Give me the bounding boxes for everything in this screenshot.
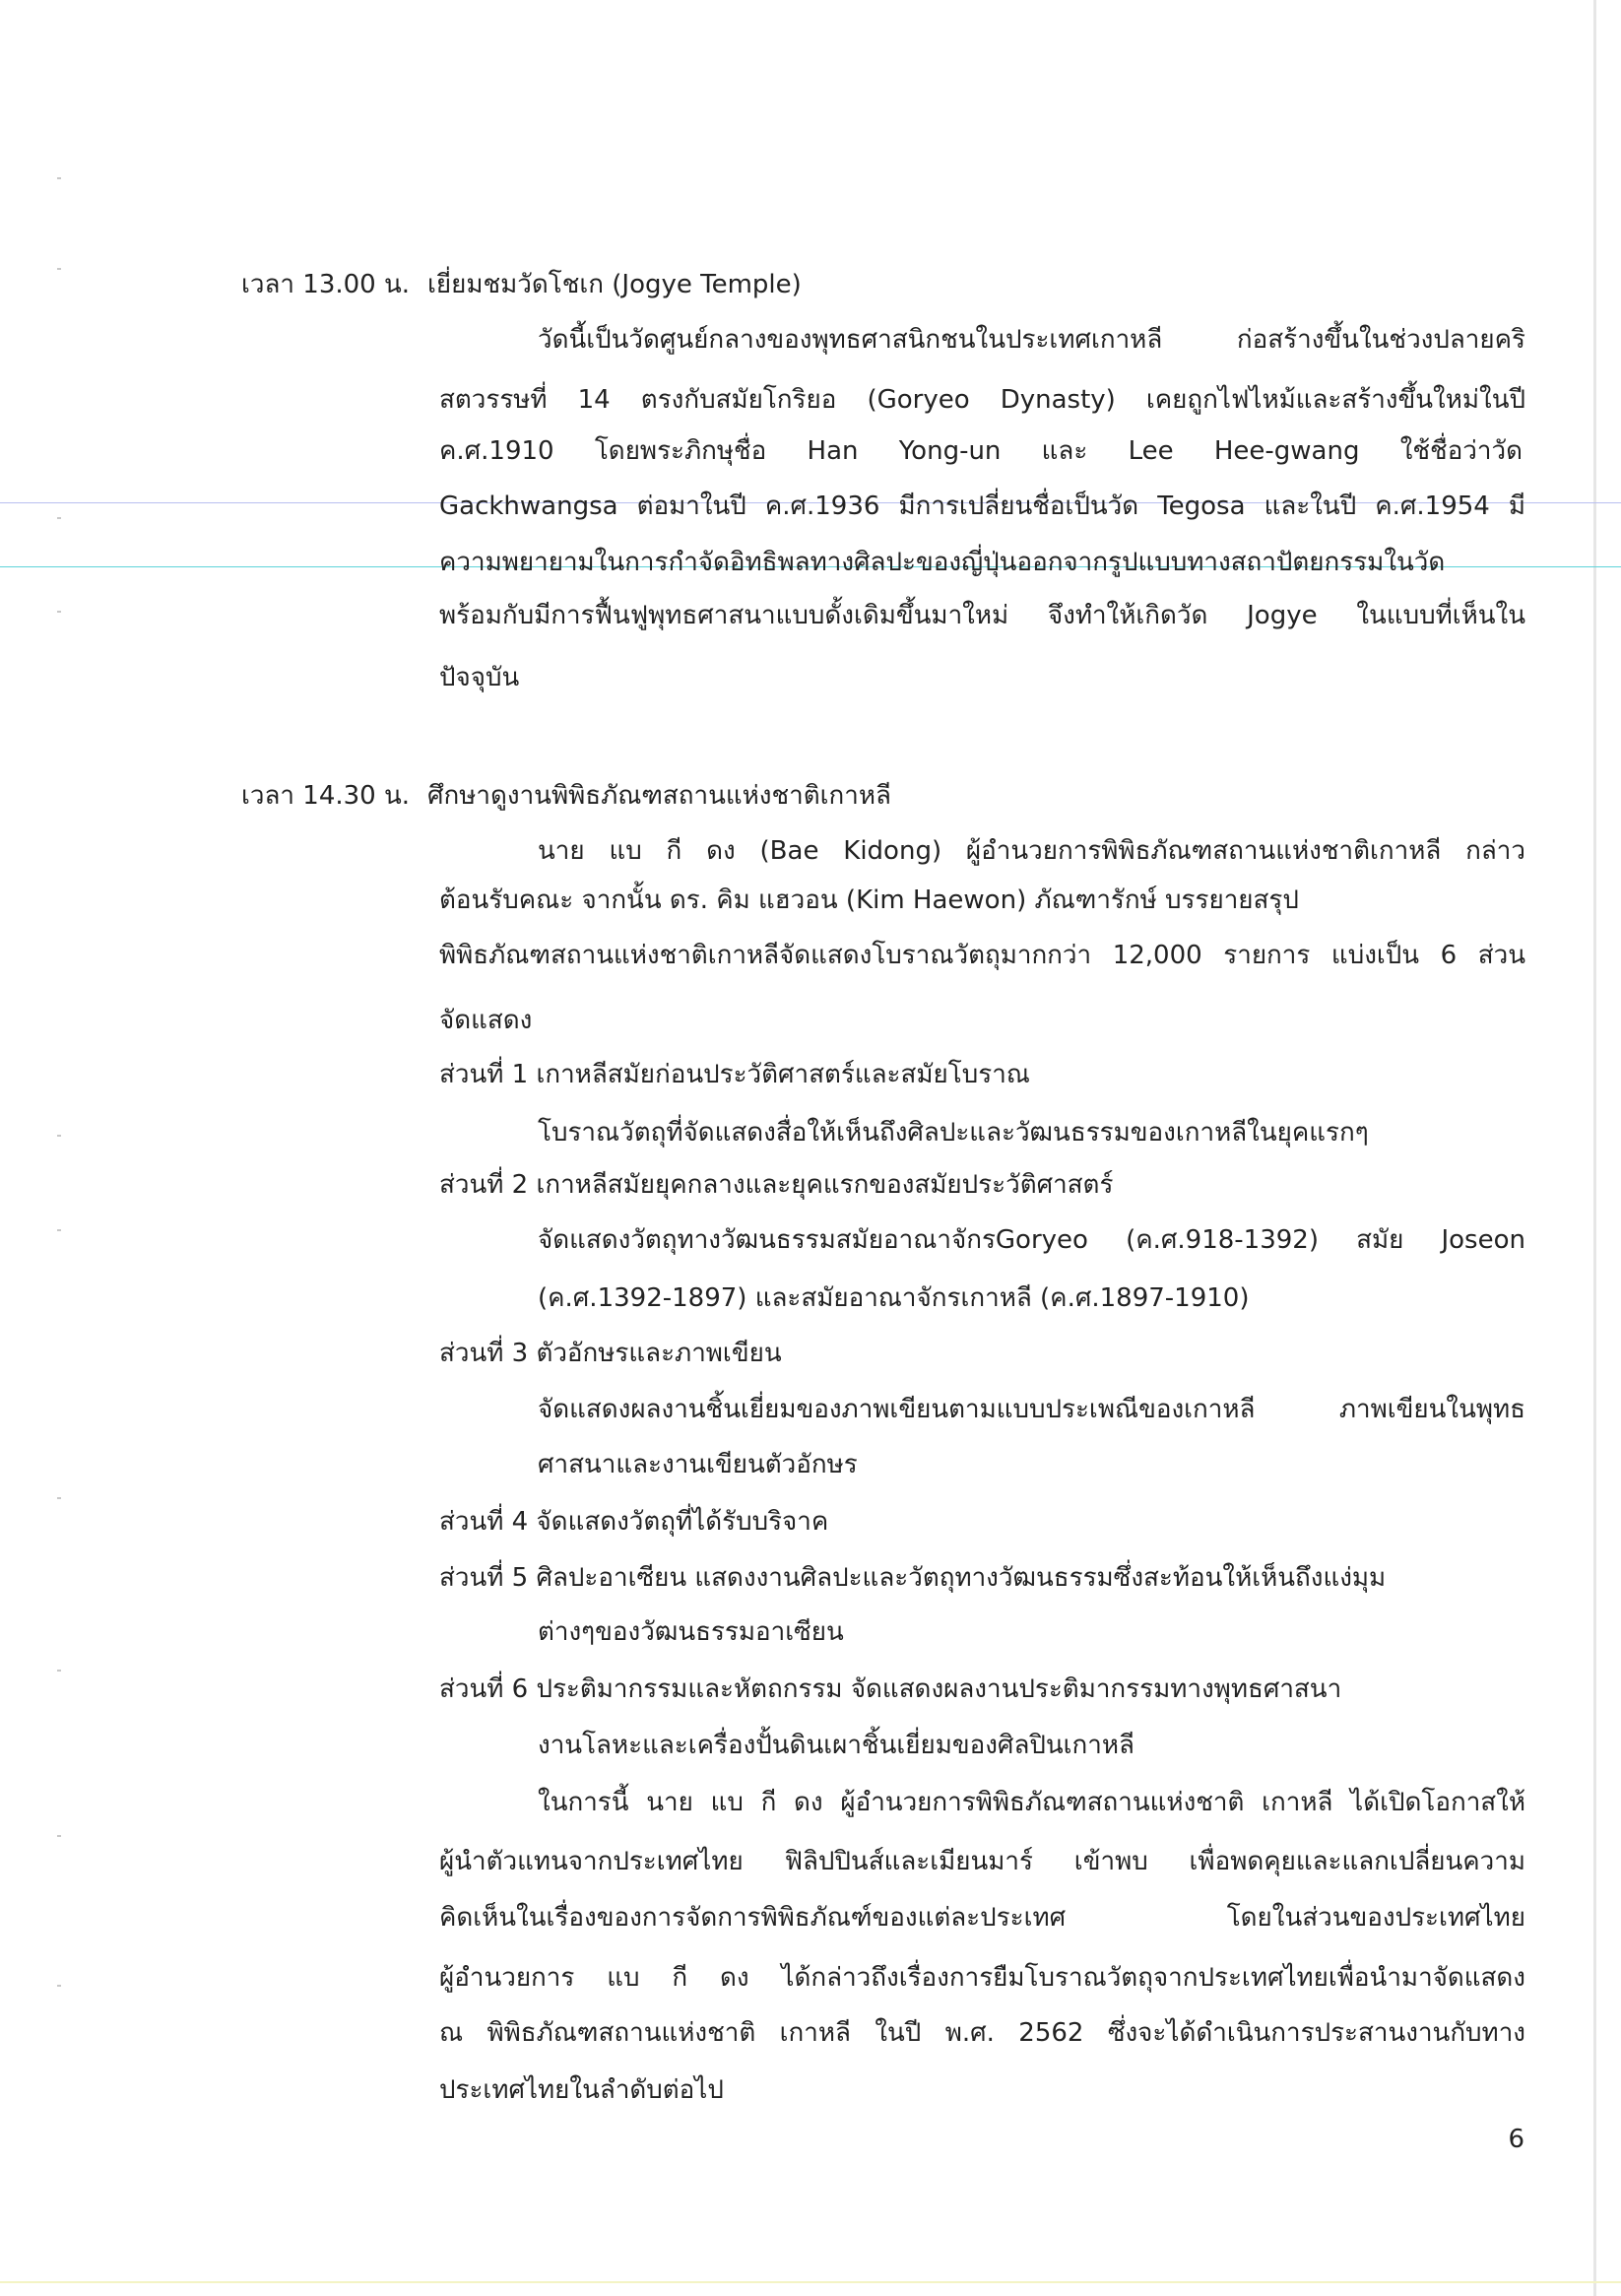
- paragraph-line: คิดเห็นในเรื่องของการจัดการพิพิธภัณฑ์ของแต่ละประเทศ โดยในส่วนของประเทศไทย: [439, 1903, 1525, 1933]
- part-description: ต่างๆของวัฒนธรรมอาเซียน: [538, 1617, 844, 1647]
- part-heading: ส่วนที่ 2 เกาหลีสมัยยุคกลางและยุคแรกของสมัยประวัติศาสตร์: [439, 1170, 1114, 1200]
- part-description: โบราณวัตถุที่จัดแสดงสื่อให้เห็นถึงศิลปะและวัฒนธรรมของเกาหลีในยุคแรกๆ: [538, 1118, 1369, 1148]
- paragraph-line: วัดนี้เป็นวัดศูนย์กลางของพุทธศาสนิกชนในประเทศเกาหลี ก่อสร้างขึ้นในช่วงปลายคริ: [538, 325, 1525, 355]
- scan-speck: [57, 1497, 61, 1499]
- scan-speck: [57, 517, 61, 519]
- paragraph-line: พร้อมกับมีการฟื้นฟูพุทธศาสนาแบบดั้งเดิมขึ้นมาใหม่ จึงทำให้เกิดวัด Jogye ในแบบที่เห็นใน: [439, 601, 1525, 630]
- paragraph-line: ต้อนรับคณะ จากนั้น ดร. คิม แฮวอน (Kim Haewon) ภัณฑารักษ์ บรรยายสรุป: [439, 886, 1299, 915]
- scan-speck: [57, 611, 61, 613]
- paragraph-line: Gackhwangsa ต่อมาในปี ค.ศ.1936 มีการเปลี่ยนชื่อเป็นวัด Tegosa และในปี ค.ศ.1954 มี: [439, 492, 1525, 521]
- part-description: จัดแสดงผลงานชิ้นเยี่ยมของภาพเขียนตามแบบประเพณีของเกาหลี ภาพเขียนในพุทธ: [538, 1395, 1525, 1424]
- scan-speck: [57, 1229, 61, 1231]
- paragraph-line: ค.ศ.1910 โดยพระภิกษุชื่อ Han Yong-un และ Lee Hee-gwang ใช้ชื่อว่าวัด: [439, 436, 1523, 466]
- page-number: 6: [1508, 2125, 1524, 2154]
- scan-speck: [57, 1985, 61, 1987]
- paragraph-line: ในการนี้ นาย แบ กี ดง ผู้อำนวยการพิพิธภัณฑสถานแห่งชาติ เกาหลี ได้เปิดโอกาสให้: [538, 1788, 1525, 1817]
- part-description: (ค.ศ.1392-1897) และสมัยอาณาจักรเกาหลี (ค.ศ.1897-1910): [538, 1283, 1250, 1313]
- part-heading: ส่วนที่ 6 ประติมากรรมและหัตถกรรม จัดแสดงผลงานประติมากรรมทางพุทธศาสนา: [439, 1674, 1342, 1704]
- paragraph-line: สตวรรษที่ 14 ตรงกับสมัยโกริยอ (Goryeo Dynasty) เคยถูกไฟไหม้และสร้างขึ้นใหม่ในปี: [439, 385, 1525, 415]
- part-description: ศาสนาและงานเขียนตัวอักษร: [538, 1450, 858, 1479]
- scan-speck: [57, 177, 61, 179]
- paragraph-line: ความพยายามในการกำจัดอิทธิพลทางศิลปะของญี่ปุ่นออกจากรูปแบบทางสถาปัตยกรรมในวัด: [439, 548, 1446, 577]
- part-description: งานโลหะและเครื่องปั้นดินเผาชิ้นเยี่ยมของศิลปินเกาหลี: [538, 1731, 1135, 1760]
- section-heading-title: ศึกษาดูงานพิพิธภัณฑสถานแห่งชาติเกาหลี: [427, 781, 891, 811]
- scan-speck: [57, 268, 61, 270]
- part-heading: ส่วนที่ 4 จัดแสดงวัตถุที่ได้รับบริจาค: [439, 1507, 829, 1537]
- paragraph-line: นาย แบ กี ดง (Bae Kidong) ผู้อำนวยการพิพิธภัณฑสถานแห่งชาติเกาหลี กล่าว: [538, 836, 1525, 866]
- paragraph-line: ประเทศไทยในลำดับต่อไป: [439, 2075, 724, 2105]
- section-heading-time: เวลา 13.00 น.: [241, 270, 411, 299]
- scan-artifact-line: [0, 2281, 1621, 2283]
- paragraph-line: ผู้นำตัวแทนจากประเทศไทย ฟิลิปปินส์และเมียนมาร์ เข้าพบ เพื่อพดคุยและแลกเปลี่ยนความ: [439, 1847, 1525, 1876]
- part-description: จัดแสดงวัตถุทางวัฒนธรรมสมัยอาณาจักรGoryeo (ค.ศ.918-1392) สมัย Joseon: [538, 1225, 1525, 1255]
- paragraph-line: ณ พิพิธภัณฑสถานแห่งชาติ เกาหลี ในปี พ.ศ. 2562 ซึ่งจะได้ดำเนินการประสานงานกับทาง: [439, 2018, 1525, 2048]
- section-heading-title: เยี่ยมชมวัดโชเก (Jogye Temple): [427, 270, 802, 299]
- part-heading: ส่วนที่ 5 ศิลปะอาเซียน แสดงงานศิลปะและวัตถุทางวัฒนธรรมซึ่งสะท้อนให้เห็นถึงแง่มุม: [439, 1563, 1387, 1593]
- page-edge: [1593, 0, 1596, 2296]
- paragraph-line: พิพิธภัณฑสถานแห่งชาติเกาหลีจัดแสดงโบราณวัตถุมากกว่า 12,000 รายการ แบ่งเป็น 6 ส่วน: [439, 941, 1525, 970]
- scan-speck: [57, 1835, 61, 1837]
- section-heading-time: เวลา 14.30 น.: [241, 781, 411, 811]
- part-heading: ส่วนที่ 1 เกาหลีสมัยก่อนประวัติศาสตร์และสมัยโบราณ: [439, 1060, 1030, 1089]
- paragraph-line: ปัจจุบัน: [439, 663, 520, 692]
- scan-speck: [57, 1670, 61, 1672]
- paragraph-line: ผู้อำนวยการ แบ กี ดง ได้กล่าวถึงเรื่องการยืมโบราณวัตถุจากประเทศไทยเพื่อนำมาจัดแสดง: [439, 1963, 1525, 1993]
- part-heading: ส่วนที่ 3 ตัวอักษรและภาพเขียน: [439, 1339, 782, 1368]
- paragraph-line: จัดแสดง: [439, 1006, 533, 1035]
- scan-speck: [57, 1135, 61, 1137]
